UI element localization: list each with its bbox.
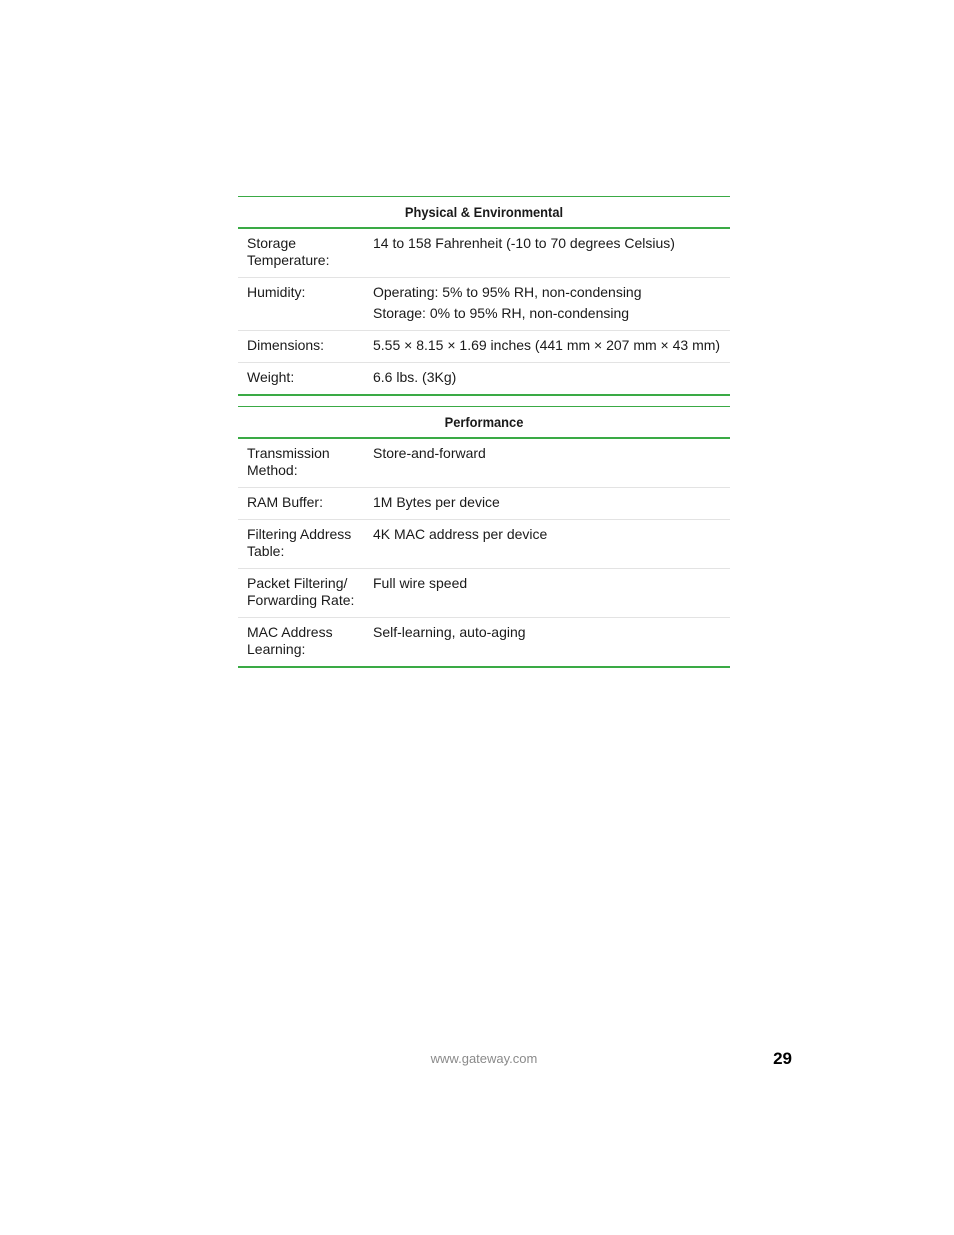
row-label: Weight: (247, 369, 295, 385)
row-label: MAC Address Learning: (247, 624, 333, 657)
row-value-line: 1M Bytes per device (373, 494, 500, 510)
row-value-line: Store-and-forward (373, 445, 486, 461)
row-label: Storage Temperature: (238, 228, 373, 278)
footer-url: www.gateway.com (430, 1051, 538, 1066)
table-row (238, 569, 730, 618)
row-value-line: Full wire speed (373, 575, 468, 591)
table-row (238, 438, 730, 488)
row-value (373, 228, 730, 278)
row-value-line: Operating: 5% to 95% RH, non-condensing (373, 284, 642, 300)
row-label: Filtering Address Table: (238, 520, 373, 569)
table-row (238, 278, 730, 331)
row-value (373, 488, 730, 520)
table-row (238, 331, 730, 363)
table-row (238, 488, 730, 520)
row-label: Humidity: (238, 278, 373, 331)
row-value (373, 520, 730, 569)
row-label: Dimensions: (238, 331, 373, 363)
row-label: Transmission Method: (238, 438, 373, 488)
table-row (238, 520, 730, 569)
row-value (373, 438, 730, 488)
table-row (238, 618, 730, 668)
table-row (238, 228, 730, 278)
row-value-line: 5.55 × 8.15 × 1.69 inches (441 mm × 207 mm × 43 mm) (373, 337, 721, 353)
row-value-line: Self-learning, auto-aging (373, 624, 526, 640)
performance-table (238, 406, 730, 668)
row-value (373, 569, 730, 618)
row-label: RAM Buffer: (238, 488, 373, 520)
row-value-line: 6.6 lbs. (3Kg) (373, 369, 457, 385)
table-header-row (238, 197, 730, 229)
row-value (373, 331, 730, 363)
row-value-line: Storage: 0% to 95% RH, non-condensing (373, 305, 630, 321)
table-header-row (238, 407, 730, 439)
row-value (373, 278, 730, 331)
row-value-line: 14 to 158 Fahrenheit (-10 to 70 degrees Celsius) (373, 235, 675, 251)
table-heading: Performance (258, 407, 711, 439)
page-number: 29 (773, 1049, 792, 1068)
row-value-line: 4K MAC address per device (373, 526, 548, 542)
table-heading: Physical & Environmental (258, 197, 711, 229)
physical-environmental-table (238, 196, 730, 396)
row-value (373, 618, 730, 668)
row-value (373, 363, 730, 396)
row-label: Packet Filtering/ Forwarding Rate: (238, 569, 373, 618)
table-row (238, 363, 730, 396)
